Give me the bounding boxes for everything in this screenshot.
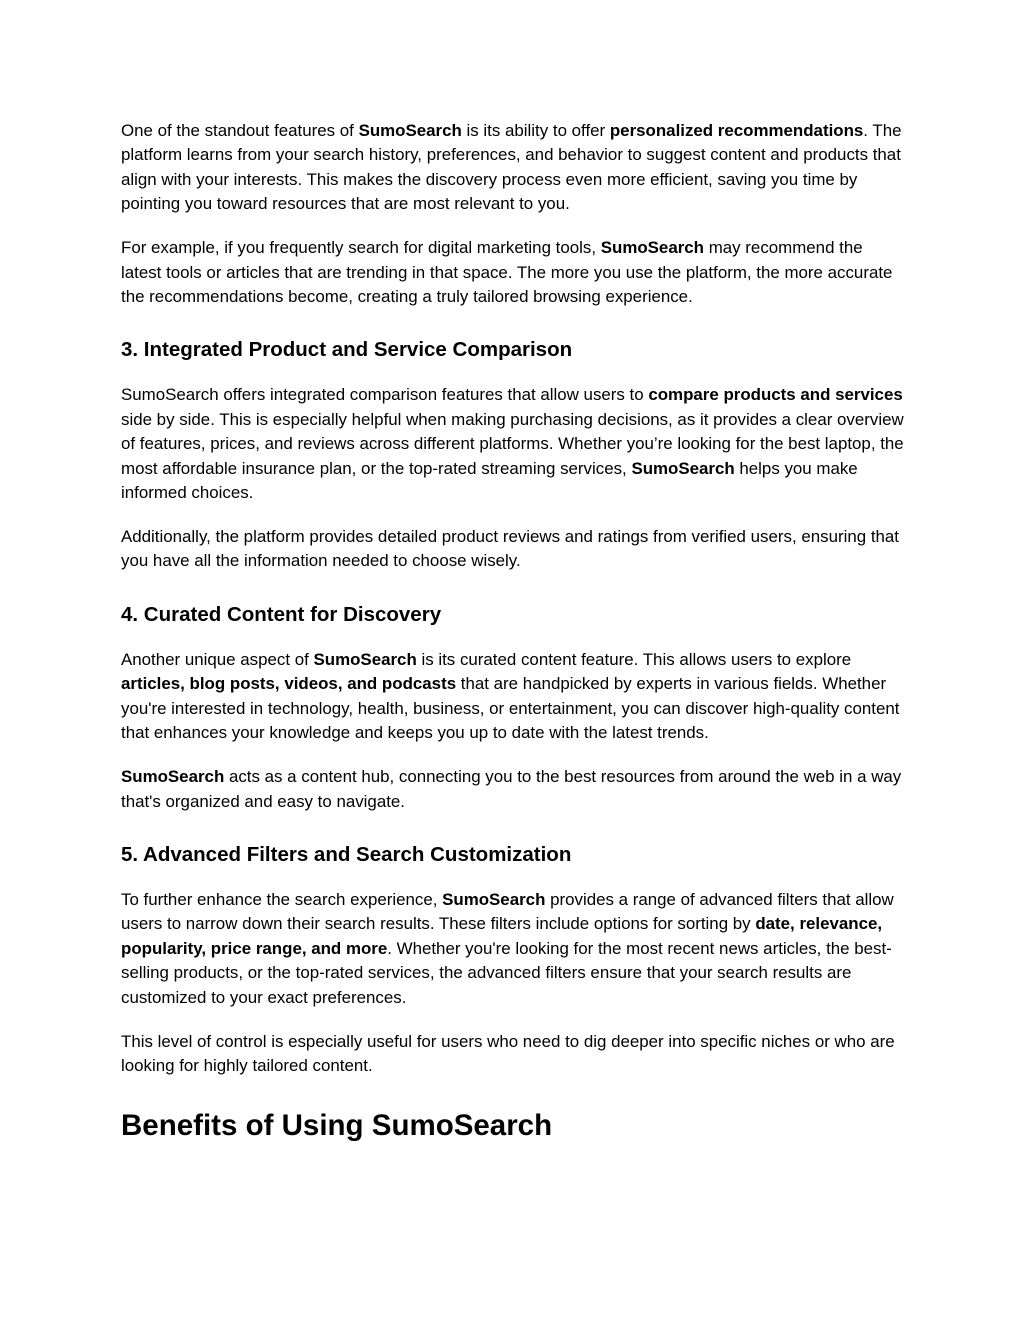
brand-name: SumoSearch xyxy=(631,458,735,478)
section-heading-comparison: 3. Integrated Product and Service Comparison xyxy=(121,338,573,362)
section-heading-curated-content: 4. Curated Content for Discovery xyxy=(121,602,442,626)
paragraph-example: For example, if you frequently search for digital marketing tools, SumoSearch may recommend the latest tools or articles that are trending in that space. The more you use the platform, the more accurate the recommendations become, creating a truly tailored browsing experience. xyxy=(121,238,893,307)
bold-phrase: personalized recommendations xyxy=(609,121,864,140)
paragraph-personalized-recommendations: One of the standout features of SumoSearch is its ability to offer personalized recommendations. The platform learns from your search history, preferences, and behavior to suggest content and products that align with your interests. This makes the discovery process even more efficient, saving you time by pointing you toward resources that are most relevant to you. xyxy=(121,121,902,214)
paragraph-reviews: Additionally, the platform provides detailed product reviews and ratings from verified users, ensuring that you have all the information needed to choose wisely. xyxy=(121,527,899,571)
paragraph-advanced-filters: To further enhance the search experience, SumoSearch provides a range of advanced filters that allow users to narrow down their search results. These filters include options for sorting by date, relevance, popularity, price range, and more. Whether you're looking for the most recent news articles, the best-selling products, or the top-rated services, the advanced filters ensure that your search results are customized to your exact preferences. xyxy=(121,889,894,1007)
brand-name: SumoSearch xyxy=(358,121,462,140)
bold-phrase: articles, blog posts, videos, and podcasts xyxy=(121,674,457,694)
paragraph-level-of-control: This level of control is especially useful for users who need to dig deeper into specific niches or who are looking for highly tailored content. xyxy=(121,1031,895,1075)
brand-name: SumoSearch xyxy=(121,767,225,787)
paragraph-curated-content: Another unique aspect of SumoSearch is its curated content feature. This allows users to explore articles, blog posts, videos, and podcasts that are handpicked by experts in various fields. Whether you're interested in technology, health, business, or entertainment, you can discover high-quality content that enhances your knowledge and keeps you up to date with the latest trends. xyxy=(121,649,900,743)
bold-phrase: compare products and services xyxy=(648,385,903,405)
section-heading-advanced-filters: 5. Advanced Filters and Search Customization xyxy=(121,842,572,866)
document-body xyxy=(121,119,906,1144)
brand-name: SumoSearch xyxy=(313,649,417,669)
brand-name: SumoSearch xyxy=(600,238,704,258)
paragraph-comparison: SumoSearch offers integrated comparison features that allow users to compare products and services side by side. This is especially helpful when making purchasing decisions, as it provides a clear overview of features, prices, and reviews across different platforms. Whether you’re looking for the best laptop, the most affordable insurance plan, or the top-rated streaming services, SumoSearch helps you make informed choices. xyxy=(121,385,904,503)
section-heading-benefits: Benefits of Using SumoSearch xyxy=(121,1109,553,1143)
brand-name: SumoSearch xyxy=(442,889,546,909)
bold-phrase: date, relevance, popularity, price range, and more xyxy=(121,914,883,958)
paragraph-content-hub: SumoSearch acts as a content hub, connecting you to the best resources from around the web in a way that's organized and easy to navigate. xyxy=(121,767,902,811)
